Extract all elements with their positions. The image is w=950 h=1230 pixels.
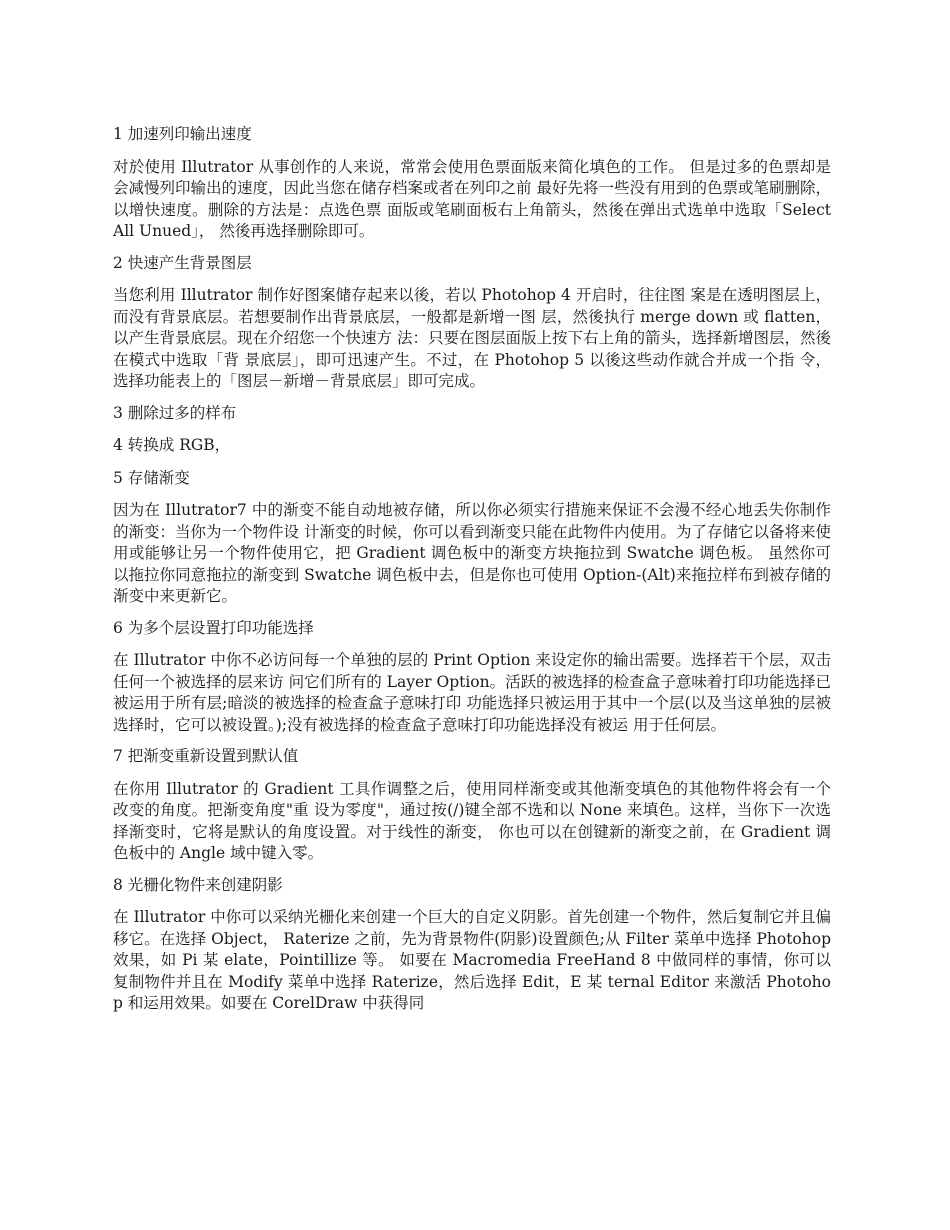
section-heading-5: 5 存储渐变 bbox=[113, 468, 190, 487]
section-paragraph-5: 因为在 Illutrator7 中的渐变不能自动地被存储，所以你必须实行措施来保证不会漫不经心地丢失你制作的渐变：当你为一个物件设 计渐变的时候，你可以看到渐变只能在此物件内使用。为了存储它以备将来使用或能够让另一个物件使用它，把 Gradient 调色板中的渐变方块拖拉到 Swatche 调色板。 虽然你可以拖拉你同意拖拉的渐变到 Swatche 调色板中去，但是你也可使用 Option-(Alt)来拖拉样布到被存储的渐变中来更新它。 bbox=[113, 501, 831, 605]
document-page bbox=[113, 124, 831, 1025]
section-heading-4: 4 转换成 RGB， bbox=[113, 436, 231, 454]
section-heading-7: 7 把渐变重新设置到默认值 bbox=[113, 747, 299, 765]
section-paragraph-8: 在 Illutrator 中你可以采纳光栅化来创建一个巨大的自定义阴影。首先创建一个物件，然后复制它并且偏移它。在选择 Object， Raterize 之前，先为背景物件(阴影)设置颜色;从 Filter 菜单中选择 Photohop 效果，如 Pi 某 elate，Pointillize 等。 如要在 Macromedia FreeHand 8 中做同样的事情，你可以复制物件并且在 Modify 菜单中选择 Raterize，然后选择 Edit，E 某 ternal Editor 来激活 Photohop 和运用效果。如要在 CorelDraw 中获得同 bbox=[113, 908, 831, 1012]
section-heading-2: 2 快速产生背景图层 bbox=[113, 253, 252, 272]
section-heading-3: 3 删除过多的样布 bbox=[113, 403, 237, 422]
section-paragraph-6: 在 Illutrator 中你不必访问每一个单独的层的 Print Option 来设定你的输出需要。选择若干个层，双击任何一个被选择的层来访 问它们所有的 Layer Option。活跃的被选择的检查盒子意味着打印功能选择已被运用于所有层;暗淡的被选择的检查盒子意味打印 功能选择只被运用于其中一个层(以及当这单独的层被选择时，它可以被设置。);没有被选择的检查盒子意味打印功能选择没有被运 用于任何层。 bbox=[113, 651, 831, 734]
section-paragraph-2: 当您利用 Illutrator 制作好图案储存起来以後，若以 Photohop 4 开启时，往往图 案是在透明图层上，而没有背景底层。若想要制作出背景底层，一般都是新增一图 层，然後执行 merge down 或 flatten，以产生背景底层。现在介绍您一个快速方 法：只要在图层面版上按下右上角的箭头，选择新增图层，然後在模式中选取「背 景底层」，即可迅速产生。不过，在 Photohop 5 以後这些动作就合并成一个指 令，选择功能表上的「图层－新增－背景底层」即可完成。 bbox=[113, 286, 831, 390]
section-heading-6: 6 为多个层设置打印功能选择 bbox=[113, 618, 314, 637]
section-paragraph-7: 在你用 Illutrator 的 Gradient 工具作调整之后，使用同样渐变或其他渐变填色的其他物件将会有一个改变的角度。把渐变角度"重 设为零度"，通过按(/)键全部不选和以 None 来填色。这样，当你下一次选择渐变时，它将是默认的角度设置。对于线性的渐变， 你也可以在创键新的渐变之前，在 Gradient 调色板中的 Angle 域中键入零。 bbox=[113, 779, 831, 862]
section-paragraph-1: 对於使用 Illutrator 从事创作的人来说，常常会使用色票面版来简化填色的工作。 但是过多的色票却是会减慢列印输出的速度，因此当您在储存档案或者在列印之前 最好先将一些没有用到的色票或笔刷删除，以增快速度。删除的方法是：点选色票 面版或笔刷面板右上角箭头，然後在弹出式选单中选取「Select All Unued」， 然後再选择删除即可。 bbox=[113, 157, 831, 240]
section-heading-8: 8 光栅化物件来创建阴影 bbox=[113, 875, 283, 894]
section-heading-1: 1 加速列印输出速度 bbox=[113, 125, 252, 143]
